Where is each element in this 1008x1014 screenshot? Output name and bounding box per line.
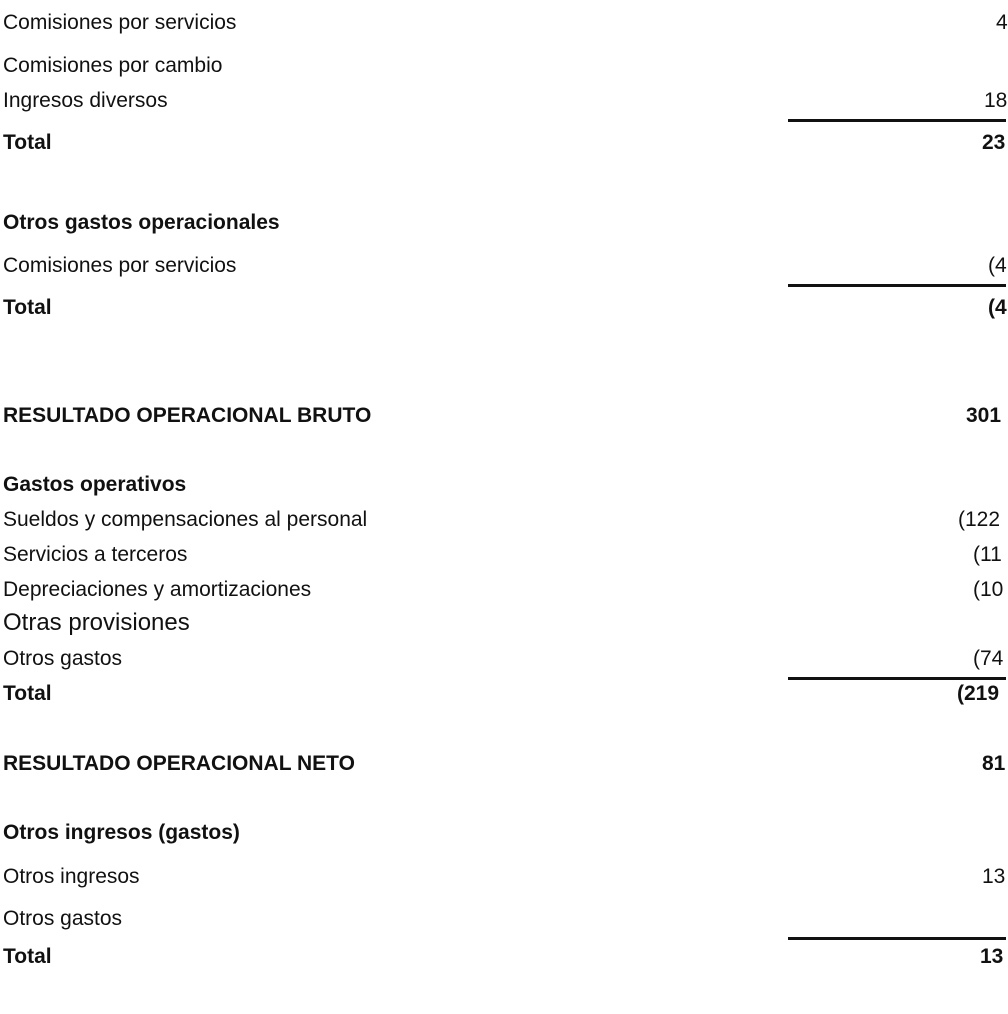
- total-rule: [788, 284, 1006, 287]
- row-value: 13: [982, 865, 1006, 888]
- total-label: Total: [3, 682, 52, 705]
- row-value: 4: [996, 11, 1008, 34]
- expense-row: [0, 505, 1006, 535]
- result-label: RESULTADO OPERACIONAL NETO: [3, 752, 355, 775]
- row-label: Otros ingresos: [3, 865, 140, 888]
- row-label: Ingresos diversos: [3, 89, 168, 112]
- expense-row: [0, 644, 1006, 674]
- row-label: Comisiones por cambio: [3, 54, 223, 77]
- section-heading: [0, 208, 1006, 238]
- row-value: (122: [958, 508, 1001, 531]
- total-label: Total: [3, 296, 52, 319]
- total-row: [0, 679, 1006, 709]
- result-value: 301: [966, 404, 1002, 427]
- row-label: Otros gastos: [3, 907, 123, 930]
- expense-row: [0, 608, 1006, 638]
- row-value: (74: [973, 647, 1004, 670]
- income-row: [0, 8, 1006, 38]
- row-value: (4: [988, 254, 1007, 277]
- section-heading: [0, 470, 1006, 500]
- net-operating-result-row: [0, 749, 1006, 779]
- total-row: [0, 293, 1006, 323]
- total-value: (4: [988, 296, 1007, 319]
- income-row: [0, 86, 1006, 116]
- total-value: 23: [982, 131, 1006, 154]
- section-heading: [0, 818, 1006, 848]
- expense-row: [0, 251, 1006, 281]
- section-title: Otros ingresos (gastos): [3, 821, 240, 844]
- row-label: Servicios a terceros: [3, 543, 188, 566]
- gross-operating-result-row: [0, 401, 1006, 431]
- row-value: (10: [973, 578, 1004, 601]
- income-row: [0, 862, 1006, 892]
- row-value: 18: [984, 89, 1008, 112]
- expense-row: [0, 540, 1006, 570]
- total-rule: [788, 119, 1006, 122]
- row-label: Depreciaciones y amortizaciones: [3, 578, 312, 601]
- row-label: Otros gastos: [3, 647, 123, 670]
- income-row: [0, 904, 1006, 934]
- row-label: Comisiones por servicios: [3, 254, 237, 277]
- row-label: Otras provisiones: [3, 609, 190, 636]
- total-label: Total: [3, 945, 52, 968]
- section-title: Gastos operativos: [3, 473, 187, 496]
- row-value: (11: [973, 543, 1002, 566]
- total-row: [0, 942, 1006, 972]
- result-label: RESULTADO OPERACIONAL BRUTO: [3, 404, 372, 427]
- total-row: [0, 128, 1006, 158]
- income-row: [0, 51, 1006, 81]
- total-value: (219: [957, 682, 1000, 705]
- row-label: Sueldos y compensaciones al personal: [3, 508, 368, 531]
- total-label: Total: [3, 131, 52, 154]
- expense-row: [0, 575, 1006, 605]
- row-label: Comisiones por servicios: [3, 11, 237, 34]
- total-value: 13: [980, 945, 1004, 968]
- result-value: 81: [982, 752, 1006, 775]
- total-rule: [788, 937, 1006, 940]
- section-title: Otros gastos operacionales: [3, 211, 280, 234]
